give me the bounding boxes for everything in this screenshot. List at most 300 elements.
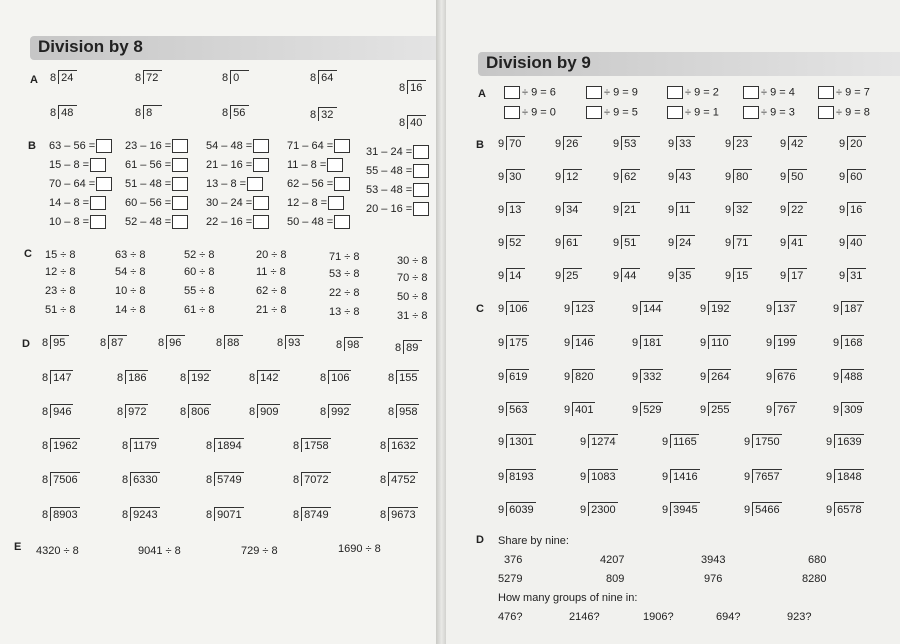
long-division-problem [206,507,244,521]
long-division-problem [744,469,782,483]
section-label: C [476,303,484,315]
subtraction-problem [366,145,429,159]
divisor: 9 [613,171,620,183]
divisor: 9 [668,237,675,249]
long-division-problem [498,402,529,416]
divisor: 9 [744,471,751,483]
dividend: 16 [847,202,866,216]
dividend: 9673 [388,507,417,521]
dividend: 24 [58,70,77,84]
dividend: 1301 [506,434,535,448]
divisor: 8 [277,337,284,349]
dividend: 2300 [588,502,617,516]
divisor: 8 [206,440,213,452]
dividend: 144 [640,301,663,315]
dividend: 98 [344,337,363,351]
dividend: 619 [506,369,529,383]
divisor: 9 [564,371,571,383]
long-division-problem [122,472,160,486]
subtraction-problem [366,202,429,216]
long-division-problem [833,301,864,315]
long-division-problem [613,268,640,282]
dividend: 12 [563,169,582,183]
long-division-problem [293,472,331,486]
divisor: 8 [320,372,327,384]
dividend: 44 [621,268,640,282]
long-division-problem [380,507,418,521]
instruction-text: How many groups of nine in: [498,592,638,604]
equation-text: 55 – 48 = [366,164,413,177]
dividend: 767 [774,402,797,416]
answer-box[interactable] [413,202,429,216]
divisor: 9 [833,404,840,416]
dividend: 14 [506,268,525,282]
number-item: 476? [498,611,523,623]
division-expression: 23 ÷ 8 [45,285,76,297]
dividend: 137 [774,301,797,315]
answer-box[interactable] [96,139,112,153]
answer-box[interactable] [413,164,429,178]
section-label: A [478,88,486,100]
divisor: 9 [498,436,505,448]
answer-box[interactable] [504,106,520,119]
number-item: 5279 [498,573,523,585]
number-item: 680 [808,554,827,566]
divisor: 9 [668,171,675,183]
long-division-problem [555,235,582,249]
divisor: 9 [826,471,833,483]
long-division-problem [839,235,866,249]
dividend: 26 [563,136,582,150]
answer-box[interactable] [743,106,759,119]
long-division-problem [580,469,618,483]
long-division-problem [388,404,419,418]
division-expression: 1690 ÷ 8 [338,543,381,555]
divisor: 9 [700,303,707,315]
answer-box[interactable] [253,139,269,153]
long-division-problem [122,507,160,521]
dividend: 946 [50,404,73,418]
long-division-problem [498,369,529,383]
divisor: 9 [780,237,787,249]
dividend: 309 [841,402,864,416]
answer-box[interactable] [818,86,834,99]
divisor: 8 [100,337,107,349]
divisor: 9 [662,436,669,448]
division-expression: 52 ÷ 8 [184,249,215,261]
divisor: 9 [839,237,846,249]
divisor: 9 [498,303,505,315]
equation-text: ÷ 9 = 1 [685,106,719,119]
long-division-problem [498,502,536,516]
divisor: 8 [293,474,300,486]
long-division-problem [632,402,663,416]
division-expression: 11 ÷ 8 [256,266,286,278]
dividend: 192 [188,370,211,384]
dividend: 187 [841,301,864,315]
long-division-problem [498,335,529,349]
answer-box[interactable] [90,215,106,229]
dividend: 1639 [834,434,863,448]
dividend: 7657 [752,469,781,483]
divisor: 9 [632,404,639,416]
subtraction-problem [49,196,106,210]
dividend: 401 [572,402,595,416]
divisor: 8 [388,406,395,418]
subtraction-problem [287,215,350,229]
division-expression: 13 ÷ 8 [329,306,360,318]
long-division-problem [42,335,69,349]
answer-box[interactable] [253,158,269,172]
equation-text: 14 – 8 = [49,196,90,209]
long-division-problem [725,268,752,282]
long-division-problem [180,370,211,384]
number-item: 4207 [600,554,625,566]
division-expression: 30 ÷ 8 [397,255,428,267]
answer-box[interactable] [743,86,759,99]
answer-box[interactable] [504,86,520,99]
long-division-problem [277,335,304,349]
equation-text: 71 – 64 = [287,139,334,152]
long-division-problem [42,472,80,486]
long-division-problem [320,370,351,384]
long-division-problem [564,301,595,315]
dividend: 676 [774,369,797,383]
dividend: 7072 [301,472,330,486]
equation-text: 21 – 16 = [206,158,253,171]
long-division-problem [206,472,244,486]
right-page [446,0,900,644]
divisor: 9 [662,504,669,516]
long-division-problem [766,301,797,315]
dividend: 93 [285,335,304,349]
divisor: 9 [498,471,505,483]
answer-box[interactable] [413,183,429,197]
divisor: 8 [310,72,317,84]
divisor: 9 [632,303,639,315]
dividend: 488 [841,369,864,383]
answer-box[interactable] [172,215,188,229]
divisor: 9 [668,138,675,150]
equation-text: 12 – 8 = [287,196,328,209]
division-expression: 20 ÷ 8 [256,249,287,261]
dividend: 32 [733,202,752,216]
divisor: 9 [725,138,732,150]
divisor: 8 [380,440,387,452]
missing-number-problem [743,86,795,99]
division-expression: 50 ÷ 8 [397,291,428,303]
long-division-problem [310,107,337,121]
dividend: 186 [125,370,148,384]
long-division-problem [555,169,582,183]
equation-text: 70 – 64 = [49,177,96,190]
number-item: 8280 [802,573,827,585]
divisor: 9 [766,303,773,315]
division-expression: 71 ÷ 8 [329,251,360,263]
long-division-problem [117,404,148,418]
divisor: 8 [122,440,129,452]
long-division-problem [42,507,80,521]
missing-number-problem [586,86,638,99]
long-division-problem [380,438,418,452]
subtraction-problem [49,158,106,172]
subtraction-problem [125,215,188,229]
divisor: 9 [744,504,751,516]
long-division-problem [135,105,162,119]
answer-box[interactable] [253,215,269,229]
division-expression: 22 ÷ 8 [329,287,360,299]
divisor: 9 [700,404,707,416]
division-expression: 31 ÷ 8 [397,310,428,322]
long-division-problem [766,335,797,349]
long-division-problem [249,370,280,384]
dividend: 16 [407,80,426,94]
long-division-problem [498,434,536,448]
divisor: 9 [555,237,562,249]
section-label: B [28,140,36,152]
equation-text: ÷ 9 = 0 [522,106,556,119]
equation-text: 30 – 24 = [206,196,253,209]
dividend: 40 [407,115,426,129]
long-division-problem [668,202,695,216]
divisor: 8 [122,474,129,486]
equation-text: 62 – 56 = [287,177,334,190]
division-expression: 53 ÷ 8 [329,268,360,280]
divisor: 9 [662,471,669,483]
number-item: 1906? [643,611,674,623]
long-division-problem [744,502,782,516]
dividend: 9243 [130,507,159,521]
long-division-problem [498,235,525,249]
divisor: 8 [399,82,406,94]
long-division-problem [826,469,864,483]
dividend: 34 [563,202,582,216]
equation-text: 63 – 56 = [49,139,96,152]
long-division-problem [122,438,159,452]
missing-number-problem [667,86,719,99]
subtraction-problem [206,177,263,191]
subtraction-problem [366,183,429,197]
dividend: 820 [572,369,595,383]
long-division-problem [293,438,331,452]
dividend: 123 [572,301,595,315]
long-division-problem [498,202,525,216]
divisor: 8 [42,406,49,418]
divisor: 9 [613,138,620,150]
divisor: 9 [668,270,675,282]
divisor: 9 [833,337,840,349]
divisor: 9 [826,436,833,448]
divisor: 8 [249,406,256,418]
equation-text: ÷ 9 = 3 [761,106,795,119]
divisor: 9 [780,204,787,216]
dividend: 32 [318,107,337,121]
dividend: 23 [733,136,752,150]
long-division-problem [498,301,529,315]
dividend: 72 [143,70,162,84]
divisor: 9 [833,371,840,383]
divisor: 9 [580,471,587,483]
answer-box[interactable] [586,106,602,119]
answer-box[interactable] [334,139,350,153]
answer-box[interactable] [172,158,188,172]
long-division-problem [388,370,419,384]
dividend: 30 [506,169,525,183]
dividend: 17 [788,268,807,282]
long-division-problem [700,369,731,383]
divisor: 9 [744,436,751,448]
answer-box[interactable] [818,106,834,119]
division-expression: 4320 ÷ 8 [36,545,79,557]
long-division-problem [780,202,807,216]
answer-box[interactable] [172,177,188,191]
answer-box[interactable] [90,158,106,172]
division-expression: 70 ÷ 8 [397,272,428,284]
long-division-problem [700,335,731,349]
dividend: 5749 [214,472,243,486]
divisor: 9 [555,270,562,282]
divisor: 9 [498,337,505,349]
answer-box[interactable] [586,86,602,99]
long-division-problem [206,438,244,452]
subtraction-problem [287,139,350,153]
answer-box[interactable] [667,86,683,99]
answer-box[interactable] [253,196,269,210]
dividend: 8749 [301,507,330,521]
long-division-problem [498,268,525,282]
long-division-problem [42,438,80,452]
divisor: 9 [839,138,846,150]
dividend: 9071 [214,507,243,521]
number-item: 376 [504,554,523,566]
dividend: 95 [50,335,69,349]
answer-box[interactable] [413,145,429,159]
dividend: 1179 [130,438,159,452]
answer-box[interactable] [90,196,106,210]
divisor: 8 [388,372,395,384]
dividend: 62 [621,169,640,183]
section-label: D [476,534,484,546]
long-division-problem [668,136,695,150]
dividend: 31 [847,268,866,282]
dividend: 7506 [50,472,79,486]
equation-text: ÷ 9 = 4 [761,86,795,99]
divisor: 8 [42,337,49,349]
equation-text: ÷ 9 = 9 [604,86,638,99]
answer-box[interactable] [172,196,188,210]
dividend: 8903 [50,507,79,521]
divisor: 8 [206,509,213,521]
divisor: 8 [206,474,213,486]
divisor: 9 [498,237,505,249]
long-division-problem [668,169,695,183]
equation-text: ÷ 9 = 7 [836,86,870,99]
divisor: 9 [632,337,639,349]
answer-box[interactable] [667,106,683,119]
long-division-problem [632,335,663,349]
equation-text: 61 – 56 = [125,158,172,171]
long-division-problem [498,469,536,483]
divisor: 8 [180,406,187,418]
answer-box[interactable] [96,177,112,191]
long-division-problem [222,105,249,119]
long-division-problem [632,369,663,383]
dividend: 48 [58,105,77,119]
answer-box[interactable] [247,177,263,191]
missing-number-problem [743,106,795,119]
equation-text: 13 – 8 = [206,177,247,190]
divisor: 9 [555,138,562,150]
dividend: 22 [788,202,807,216]
divisor: 9 [725,204,732,216]
dividend: 71 [733,235,752,249]
dividend: 61 [563,235,582,249]
long-division-problem [833,335,864,349]
long-division-problem [42,404,73,418]
long-division-problem [662,469,700,483]
division-expression: 60 ÷ 8 [184,266,215,278]
answer-box[interactable] [172,139,188,153]
long-division-problem [555,268,582,282]
missing-number-problem [818,106,870,119]
long-division-problem [662,502,700,516]
long-division-problem [780,169,807,183]
answer-box[interactable] [334,177,350,191]
left-title-bar [30,36,440,60]
divisor: 9 [498,404,505,416]
dividend: 1083 [588,469,617,483]
long-division-problem [293,507,331,521]
dividend: 51 [621,235,640,249]
long-division-problem [744,434,782,448]
divisor: 9 [668,204,675,216]
long-division-problem [725,136,752,150]
divisor: 8 [293,509,300,521]
long-division-problem [725,202,752,216]
divisor: 8 [180,372,187,384]
dividend: 332 [640,369,663,383]
dividend: 146 [572,335,595,349]
dividend: 1416 [670,469,699,483]
dividend: 89 [403,340,422,354]
answer-box[interactable] [328,196,344,210]
long-division-problem [668,268,695,282]
long-division-problem [249,404,280,418]
dividend: 56 [230,105,249,119]
number-item: 2146? [569,611,600,623]
divisor: 9 [839,204,846,216]
long-division-problem [395,340,422,354]
divisor: 8 [42,474,49,486]
dividend: 1848 [834,469,863,483]
divisor: 9 [613,237,620,249]
dividend: 42 [788,136,807,150]
dividend: 8193 [506,469,535,483]
divisor: 9 [564,337,571,349]
divisor: 9 [766,371,773,383]
division-expression: 14 ÷ 8 [115,304,146,316]
divisor: 9 [613,270,620,282]
division-expression: 12 ÷ 8 [45,266,76,278]
answer-box[interactable] [334,215,350,229]
divisor: 9 [780,270,787,282]
divisor: 9 [498,371,505,383]
number-item: 976 [704,573,723,585]
answer-box[interactable] [327,158,343,172]
divisor: 9 [725,237,732,249]
dividend: 1632 [388,438,417,452]
long-division-problem [613,202,640,216]
